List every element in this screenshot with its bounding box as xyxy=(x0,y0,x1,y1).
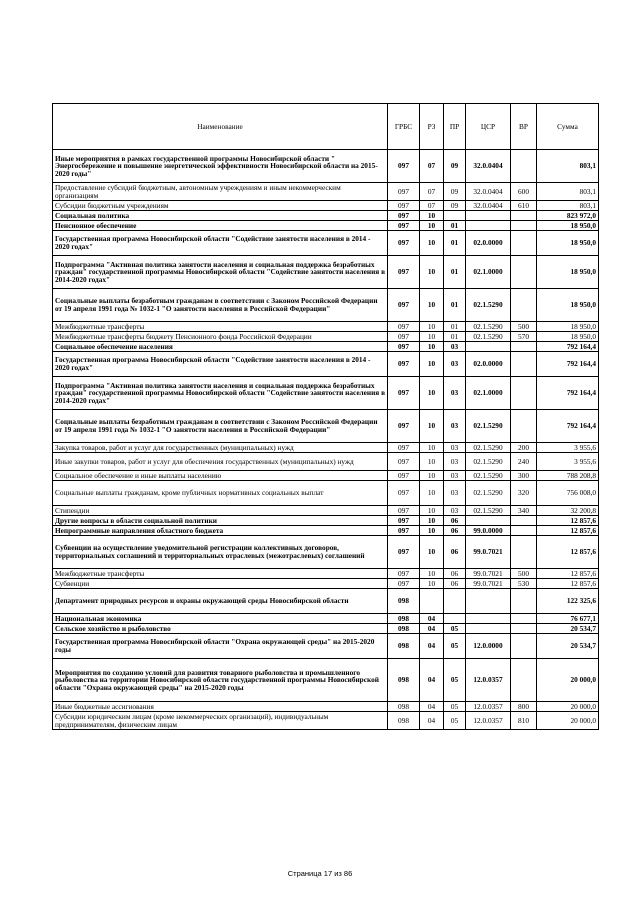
cell-pr: 03 xyxy=(444,453,466,471)
cell-pr: 06 xyxy=(444,569,466,579)
cell-sum: 12 857,6 xyxy=(537,516,599,526)
cell-name: Социальные выплаты безработным гражданам в соответствии с Законом Российской Федерации от 19 апреля 1991 года № 1032-1 "О занятости населения в Российской Федерации" xyxy=(53,410,388,443)
cell-name: Подпрограмма "Активная политика занятости населения и социальная поддержка безработных граждан" государственной программы Новосибирской области "Содействие занятости населения в 2014-2020 годах" xyxy=(53,377,388,410)
cell-sum: 803,1 xyxy=(537,201,599,211)
header-name: Наименование xyxy=(53,104,388,150)
cell-sum: 12 857,6 xyxy=(537,536,599,569)
cell-rz: 04 xyxy=(420,659,444,702)
cell-vr xyxy=(511,589,537,614)
table-row xyxy=(53,221,599,231)
table-row xyxy=(53,624,599,634)
cell-grbs: 097 xyxy=(388,526,420,536)
cell-sum: 788 208,8 xyxy=(537,471,599,481)
cell-csr: 02.1.0000 xyxy=(466,256,511,289)
cell-csr: 02.1.5290 xyxy=(466,453,511,471)
cell-vr: 610 xyxy=(511,201,537,211)
cell-grbs: 098 xyxy=(388,702,420,712)
cell-pr: 03 xyxy=(444,443,466,453)
table-row xyxy=(53,352,599,377)
cell-pr xyxy=(444,211,466,221)
cell-grbs: 098 xyxy=(388,624,420,634)
cell-pr: 03 xyxy=(444,506,466,516)
cell-rz: 04 xyxy=(420,624,444,634)
cell-csr: 12.0.0357 xyxy=(466,702,511,712)
cell-sum: 12 857,6 xyxy=(537,526,599,536)
cell-sum: 18 950,0 xyxy=(537,289,599,322)
table-row xyxy=(53,410,599,443)
cell-name: Социальные выплаты безработным гражданам в соответствии с Законом Российской Федерации от 19 апреля 1991 года № 1032-1 "О занятости населения в Российской Федерации" xyxy=(53,289,388,322)
cell-vr xyxy=(511,624,537,634)
header-pr: ПР xyxy=(444,104,466,150)
cell-name: Государственная программа Новосибирской области "Содействие занятости населения в 2014 - 2020 годах" xyxy=(53,352,388,377)
budget-table xyxy=(52,103,599,730)
cell-rz: 10 xyxy=(420,322,444,332)
cell-vr xyxy=(511,659,537,702)
cell-sum: 792 164,4 xyxy=(537,410,599,443)
table-row xyxy=(53,702,599,712)
cell-pr: 01 xyxy=(444,221,466,231)
cell-rz: 04 xyxy=(420,702,444,712)
cell-sum: 12 857,6 xyxy=(537,569,599,579)
cell-pr: 01 xyxy=(444,256,466,289)
cell-rz: 10 xyxy=(420,410,444,443)
cell-rz: 10 xyxy=(420,342,444,352)
cell-csr: 99.0.7021 xyxy=(466,536,511,569)
cell-vr: 200 xyxy=(511,443,537,453)
cell-sum: 3 955,6 xyxy=(537,453,599,471)
cell-grbs: 097 xyxy=(388,516,420,526)
cell-rz xyxy=(420,589,444,614)
cell-csr: 99.0.7021 xyxy=(466,569,511,579)
cell-grbs: 097 xyxy=(388,150,420,183)
cell-sum: 32 200,8 xyxy=(537,506,599,516)
cell-sum: 20 000,0 xyxy=(537,702,599,712)
cell-csr: 99.0.7021 xyxy=(466,579,511,589)
cell-rz: 07 xyxy=(420,201,444,211)
cell-sum: 792 164,4 xyxy=(537,377,599,410)
cell-name: Социальные выплаты гражданам, кроме публичных нормативных социальных выплат xyxy=(53,481,388,506)
cell-pr: 01 xyxy=(444,322,466,332)
table-row xyxy=(53,526,599,536)
cell-grbs: 097 xyxy=(388,471,420,481)
cell-pr: 05 xyxy=(444,702,466,712)
header-grbs: ГРБС xyxy=(388,104,420,150)
cell-name: Межбюджетные трансферты бюджету Пенсионного фонда Российской Федерации xyxy=(53,332,388,342)
cell-sum: 756 008,0 xyxy=(537,481,599,506)
cell-pr: 01 xyxy=(444,289,466,322)
cell-rz: 10 xyxy=(420,569,444,579)
table-row xyxy=(53,453,599,471)
cell-vr xyxy=(511,377,537,410)
cell-csr: 32.0.0404 xyxy=(466,150,511,183)
cell-csr: 02.1.0000 xyxy=(466,377,511,410)
cell-csr: 99.0.0000 xyxy=(466,526,511,536)
cell-sum: 803,1 xyxy=(537,183,599,201)
cell-name: Субсидии бюджетным учреждениям xyxy=(53,201,388,211)
cell-rz: 10 xyxy=(420,526,444,536)
cell-grbs: 097 xyxy=(388,211,420,221)
table-row xyxy=(53,579,599,589)
cell-pr: 05 xyxy=(444,712,466,730)
cell-grbs: 097 xyxy=(388,342,420,352)
page-number: Страница 17 из 86 xyxy=(287,869,353,878)
header-rz: РЗ xyxy=(420,104,444,150)
cell-sum: 3 955,6 xyxy=(537,443,599,453)
cell-pr: 06 xyxy=(444,516,466,526)
cell-vr xyxy=(511,634,537,659)
cell-sum: 20 534,7 xyxy=(537,624,599,634)
cell-rz: 10 xyxy=(420,352,444,377)
cell-sum: 792 164,4 xyxy=(537,352,599,377)
cell-grbs: 098 xyxy=(388,659,420,702)
cell-vr: 800 xyxy=(511,702,537,712)
table-row xyxy=(53,377,599,410)
cell-grbs: 098 xyxy=(388,589,420,614)
cell-rz: 10 xyxy=(420,579,444,589)
cell-rz: 04 xyxy=(420,634,444,659)
cell-rz: 10 xyxy=(420,221,444,231)
cell-csr: 02.1.5290 xyxy=(466,443,511,453)
cell-pr: 05 xyxy=(444,624,466,634)
cell-vr xyxy=(511,221,537,231)
table-row xyxy=(53,322,599,332)
cell-sum: 18 950,0 xyxy=(537,322,599,332)
cell-grbs: 097 xyxy=(388,536,420,569)
cell-rz: 07 xyxy=(420,183,444,201)
table-row xyxy=(53,211,599,221)
cell-rz: 07 xyxy=(420,150,444,183)
cell-csr: 02.1.5290 xyxy=(466,481,511,506)
cell-pr: 09 xyxy=(444,150,466,183)
cell-sum: 20 534,7 xyxy=(537,634,599,659)
cell-vr: 340 xyxy=(511,506,537,516)
header-vr: ВР xyxy=(511,104,537,150)
cell-csr xyxy=(466,221,511,231)
cell-name: Государственная программа Новосибирской области "Содействие занятости населения в 2014 - 2020 годах" xyxy=(53,231,388,256)
cell-pr: 05 xyxy=(444,659,466,702)
cell-rz: 10 xyxy=(420,516,444,526)
cell-sum: 823 972,0 xyxy=(537,211,599,221)
header-sum: Сумма xyxy=(537,104,599,150)
cell-vr xyxy=(511,256,537,289)
cell-rz: 04 xyxy=(420,712,444,730)
cell-sum: 76 677,1 xyxy=(537,614,599,624)
cell-csr: 12.0.0357 xyxy=(466,712,511,730)
cell-rz: 10 xyxy=(420,536,444,569)
cell-grbs: 097 xyxy=(388,221,420,231)
cell-grbs: 097 xyxy=(388,183,420,201)
table-row xyxy=(53,516,599,526)
cell-grbs: 098 xyxy=(388,634,420,659)
cell-rz: 10 xyxy=(420,231,444,256)
cell-vr: 600 xyxy=(511,183,537,201)
cell-sum: 20 000,0 xyxy=(537,712,599,730)
cell-name: Иные мероприятия в рамках государственной программы Новосибирской области " Энергосбережение и повышение энергетической эффективности Новосибирской области на 2015- 2020 годы" xyxy=(53,150,388,183)
cell-vr: 810 xyxy=(511,712,537,730)
table-row xyxy=(53,506,599,516)
cell-csr xyxy=(466,614,511,624)
cell-vr xyxy=(511,211,537,221)
cell-sum: 12 857,6 xyxy=(537,579,599,589)
cell-sum: 18 950,0 xyxy=(537,221,599,231)
cell-name: Департамент природных ресурсов и охраны окружающей среды Новосибирской области xyxy=(53,589,388,614)
cell-vr xyxy=(511,289,537,322)
cell-name: Стипендии xyxy=(53,506,388,516)
table-body xyxy=(53,150,599,730)
cell-pr: 06 xyxy=(444,526,466,536)
cell-name: Другие вопросы в области социальной политики xyxy=(53,516,388,526)
cell-rz: 10 xyxy=(420,332,444,342)
cell-pr: 06 xyxy=(444,579,466,589)
table-row xyxy=(53,536,599,569)
cell-vr xyxy=(511,231,537,256)
cell-name: Непрограммные направления областного бюджета xyxy=(53,526,388,536)
cell-name: Пенсионное обеспечение xyxy=(53,221,388,231)
cell-rz: 10 xyxy=(420,256,444,289)
cell-vr xyxy=(511,526,537,536)
cell-csr xyxy=(466,624,511,634)
table-row xyxy=(53,569,599,579)
cell-vr: 300 xyxy=(511,471,537,481)
table-row xyxy=(53,659,599,702)
cell-vr xyxy=(511,150,537,183)
cell-pr: 03 xyxy=(444,410,466,443)
table-row xyxy=(53,150,599,183)
cell-grbs: 098 xyxy=(388,614,420,624)
cell-pr: 03 xyxy=(444,352,466,377)
cell-name: Иные бюджетные ассигнования xyxy=(53,702,388,712)
cell-csr xyxy=(466,589,511,614)
table-row xyxy=(53,231,599,256)
cell-csr: 02.0.0000 xyxy=(466,231,511,256)
cell-pr: 03 xyxy=(444,481,466,506)
cell-sum: 803,1 xyxy=(537,150,599,183)
cell-sum: 20 000,0 xyxy=(537,659,599,702)
table-row xyxy=(53,481,599,506)
cell-name: Иные закупки товаров, работ и услуг для обеспечения государственных (муниципальных) нужд xyxy=(53,453,388,471)
cell-grbs: 097 xyxy=(388,410,420,443)
cell-csr: 02.1.5290 xyxy=(466,506,511,516)
cell-name: Государственная программа Новосибирской области "Охрана окружающей среды" на 2015-2020 годы xyxy=(53,634,388,659)
cell-csr xyxy=(466,516,511,526)
table-row xyxy=(53,332,599,342)
cell-csr: 02.1.5290 xyxy=(466,410,511,443)
cell-vr: 530 xyxy=(511,579,537,589)
cell-pr: 01 xyxy=(444,332,466,342)
cell-rz: 10 xyxy=(420,443,444,453)
table-row xyxy=(53,471,599,481)
cell-vr: 320 xyxy=(511,481,537,506)
cell-name: Межбюджетные трансферты xyxy=(53,569,388,579)
cell-vr xyxy=(511,352,537,377)
table-row xyxy=(53,712,599,730)
cell-grbs: 097 xyxy=(388,453,420,471)
table-header-row xyxy=(53,104,599,150)
cell-name: Мероприятия по созданию условий для развития товарного рыболовства и промышленного рыболовства на территории Новосибирской области государственной программы Новосибирской области "Охрана окружающей среды" на 2015-2020 годы xyxy=(53,659,388,702)
cell-pr xyxy=(444,614,466,624)
cell-csr: 02.1.5290 xyxy=(466,289,511,322)
cell-grbs: 097 xyxy=(388,201,420,211)
table-row xyxy=(53,201,599,211)
cell-grbs: 097 xyxy=(388,506,420,516)
table-row xyxy=(53,342,599,352)
cell-name: Социальное обеспечение населения xyxy=(53,342,388,352)
cell-name: Межбюджетные трансферты xyxy=(53,322,388,332)
cell-csr: 02.0.0000 xyxy=(466,352,511,377)
cell-grbs: 097 xyxy=(388,231,420,256)
table-row xyxy=(53,256,599,289)
cell-pr: 06 xyxy=(444,536,466,569)
cell-csr: 12.0.0357 xyxy=(466,659,511,702)
cell-grbs: 097 xyxy=(388,377,420,410)
cell-csr: 02.1.5290 xyxy=(466,332,511,342)
cell-grbs: 097 xyxy=(388,569,420,579)
cell-sum: 18 950,0 xyxy=(537,256,599,289)
cell-vr xyxy=(511,516,537,526)
cell-grbs: 097 xyxy=(388,352,420,377)
cell-csr: 02.1.5290 xyxy=(466,322,511,332)
cell-pr: 01 xyxy=(444,231,466,256)
cell-name: Предоставление субсидий бюджетным, автономным учреждениям и иным некоммерческим организациям xyxy=(53,183,388,201)
cell-vr xyxy=(511,410,537,443)
cell-grbs: 097 xyxy=(388,443,420,453)
cell-grbs: 097 xyxy=(388,332,420,342)
cell-grbs: 097 xyxy=(388,256,420,289)
cell-name: Субвенции xyxy=(53,579,388,589)
cell-pr: 03 xyxy=(444,471,466,481)
cell-sum: 18 950,0 xyxy=(537,332,599,342)
table-row xyxy=(53,614,599,624)
cell-vr: 500 xyxy=(511,569,537,579)
table-row xyxy=(53,289,599,322)
cell-rz: 10 xyxy=(420,453,444,471)
cell-rz: 10 xyxy=(420,506,444,516)
cell-sum: 792 164,4 xyxy=(537,342,599,352)
cell-vr: 500 xyxy=(511,322,537,332)
cell-csr: 12.0.0000 xyxy=(466,634,511,659)
cell-vr xyxy=(511,614,537,624)
cell-name: Социальное обеспечение и иные выплаты населению xyxy=(53,471,388,481)
cell-name: Подпрограмма "Активная политика занятости населения и социальная поддержка безработных граждан" государственной программы Новосибирской области "Содействие занятости населения в 2014-2020 годах" xyxy=(53,256,388,289)
cell-vr xyxy=(511,342,537,352)
cell-grbs: 097 xyxy=(388,481,420,506)
cell-pr: 09 xyxy=(444,183,466,201)
cell-pr: 05 xyxy=(444,634,466,659)
cell-rz: 10 xyxy=(420,481,444,506)
cell-rz: 10 xyxy=(420,471,444,481)
cell-sum: 18 950,0 xyxy=(537,231,599,256)
cell-grbs: 097 xyxy=(388,579,420,589)
cell-pr: 09 xyxy=(444,201,466,211)
cell-pr xyxy=(444,589,466,614)
cell-name: Закупка товаров, работ и услуг для государственных (муниципальных) нужд xyxy=(53,443,388,453)
cell-csr: 32.0.0404 xyxy=(466,183,511,201)
cell-grbs: 097 xyxy=(388,322,420,332)
cell-name: Национальная экономика xyxy=(53,614,388,624)
cell-grbs: 098 xyxy=(388,712,420,730)
cell-name: Социальная политика xyxy=(53,211,388,221)
cell-sum: 122 325,6 xyxy=(537,589,599,614)
table-row xyxy=(53,589,599,614)
cell-pr: 03 xyxy=(444,342,466,352)
cell-name: Сельское хозяйство и рыболовство xyxy=(53,624,388,634)
cell-name: Субвенции на осуществление уведомительной регистрации коллективных договоров, территориальных соглашений и территориальных отраслевых (межотраслевых) соглашений xyxy=(53,536,388,569)
cell-vr: 570 xyxy=(511,332,537,342)
cell-grbs: 097 xyxy=(388,289,420,322)
cell-rz: 10 xyxy=(420,377,444,410)
cell-name: Субсидии юридическим лицам (кроме некоммерческих организаций), индивидуальным предпринимателям, физическим лицам xyxy=(53,712,388,730)
cell-vr: 240 xyxy=(511,453,537,471)
table-row xyxy=(53,443,599,453)
cell-csr xyxy=(466,211,511,221)
cell-vr xyxy=(511,536,537,569)
cell-rz: 04 xyxy=(420,614,444,624)
table-row xyxy=(53,183,599,201)
cell-csr: 32.0.0404 xyxy=(466,201,511,211)
cell-csr xyxy=(466,342,511,352)
cell-rz: 10 xyxy=(420,289,444,322)
cell-csr: 02.1.5290 xyxy=(466,471,511,481)
header-csr: ЦСР xyxy=(466,104,511,150)
cell-rz: 10 xyxy=(420,211,444,221)
table-row xyxy=(53,634,599,659)
cell-pr: 03 xyxy=(444,377,466,410)
